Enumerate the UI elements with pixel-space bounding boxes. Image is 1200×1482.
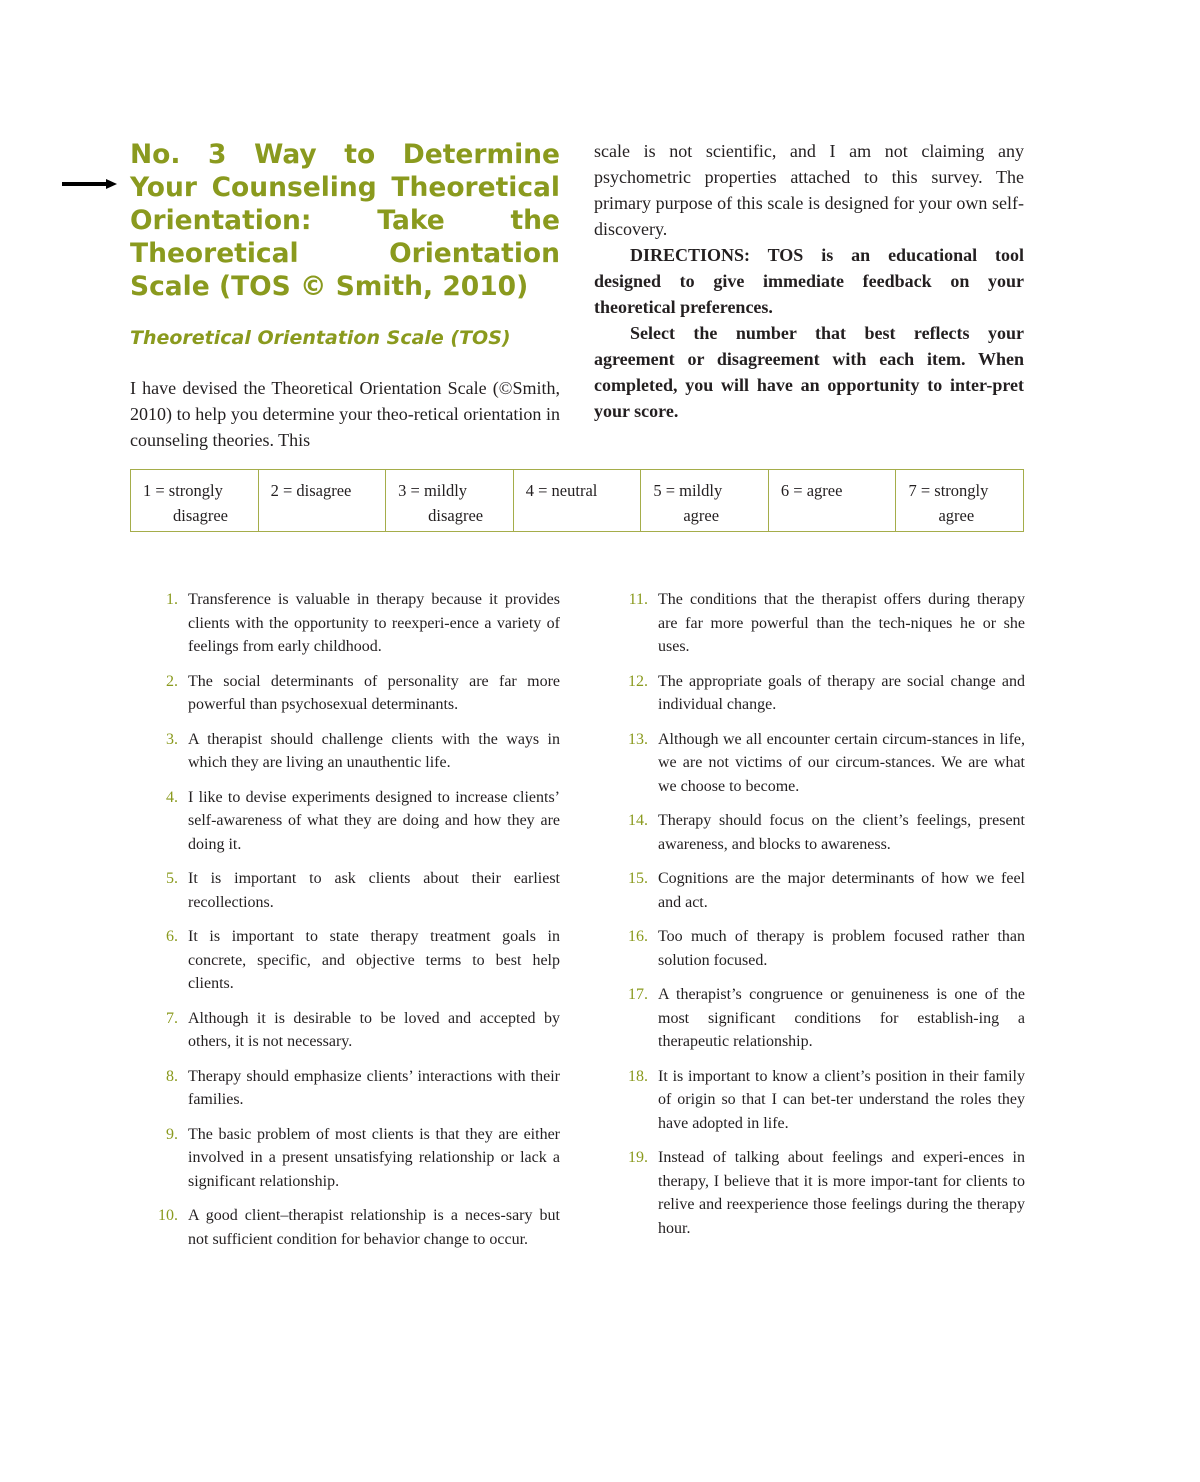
scale-label-line2: disagree (173, 506, 228, 525)
item-number: 13. (628, 730, 648, 748)
item-number: 1. (166, 591, 178, 608)
scale-label-line2: disagree (428, 506, 484, 525)
item-text: It is important to ask clients about their earliest recollections. (188, 870, 560, 911)
item-text: A therapist’s congruence or genuineness is one of the most significant conditions for establish-ing a therapeutic relationship. (658, 986, 1025, 1050)
item-number: 15. (628, 870, 648, 887)
item-number: 4. (166, 788, 178, 806)
item-number: 19. (628, 1149, 648, 1166)
scale-label-line2: agree (938, 506, 975, 525)
item-number: 14. (628, 812, 648, 829)
list-item (620, 588, 1025, 659)
item-text: Therapy should focus on the client’s feelings, present awareness, and blocks to awareness. (658, 812, 1025, 853)
list-item (620, 670, 1025, 717)
list-item (150, 1007, 560, 1054)
item-text: A good client–therapist relationship is a neces-sary but not sufficient condition for behavior change to occur. (188, 1207, 560, 1248)
item-number: 2. (166, 672, 178, 690)
item-number: 6. (166, 928, 178, 945)
list-item (150, 670, 560, 717)
item-number: 5. (166, 870, 178, 887)
intro-paragraph-start: I have devised the Theoretical Orientation Scale (©Smith, 2010) to help you determine your theo-retical orientation in counseling theories. This (130, 378, 560, 450)
scale-cell (768, 470, 896, 531)
list-item (620, 925, 1025, 972)
page-title: No. 3 Way to Determine Your Counseling Theoretical Orientation: Take the Theoretical Orientation Scale (TOS © Smith, 2010) (130, 139, 560, 302)
item-number: 12. (628, 672, 648, 690)
items-list-right (620, 588, 1025, 1251)
list-item (150, 1123, 560, 1194)
list-item (150, 1204, 560, 1251)
list-item (620, 1146, 1025, 1240)
scale-label: 4 = neutral (525, 481, 598, 500)
item-number: 18. (628, 1067, 648, 1085)
item-number: 11. (628, 591, 648, 608)
list-item (150, 925, 560, 996)
pointer-arrow-icon (62, 179, 117, 189)
scale-cell (640, 470, 768, 531)
item-text: It is important to state therapy treatment goals in concrete, specific, and objective terms to best help clients. (188, 928, 560, 992)
item-number: 8. (166, 1067, 178, 1085)
item-text: The conditions that the therapist offers during therapy are far more powerful than the tech-niques he or she uses. (658, 591, 1025, 655)
list-item (620, 983, 1025, 1054)
intro-paragraph-end: scale is not scientific, and I am not claiming any psychometric properties attached to this survey. The primary purpose of this scale is designed for your own self-discovery. (594, 141, 1024, 239)
item-text: Although it is desirable to be loved and accepted by others, it is not necessary. (188, 1009, 560, 1050)
item-text: I like to devise experiments designed to increase clients’ self-awareness of what they are doing and how they are doing it. (188, 788, 560, 853)
item-text: Transference is valuable in therapy because it provides clients with the opportunity to reexperi-ence a variety of feelings from early childhood. (188, 591, 560, 655)
right-column (594, 138, 1024, 424)
item-text: Although we all encounter certain circum-stances in life, we are not victims of our circum-stances. We are what we choose to become. (658, 730, 1025, 795)
scale-label: 1 = strongly (143, 481, 223, 500)
item-number: 16. (628, 928, 648, 945)
scale-label-line2: agree (683, 506, 720, 525)
list-item (150, 786, 560, 857)
list-item (150, 588, 560, 659)
scale-cell (385, 470, 513, 531)
item-number: 10. (158, 1207, 178, 1224)
list-item (620, 1065, 1025, 1136)
item-text: Too much of therapy is problem focused rather than solution focused. (658, 928, 1025, 969)
list-item (620, 809, 1025, 856)
scale-cell (513, 470, 641, 531)
scale-label: 5 = mildly (653, 481, 723, 500)
scale-label: 2 = disagree (270, 481, 352, 500)
item-number: 7. (166, 1009, 178, 1027)
item-number: 3. (166, 730, 178, 748)
item-text: Therapy should emphasize clients’ interactions with their families. (188, 1067, 560, 1108)
item-text: Cognitions are the major determinants of how we feel and act. (658, 870, 1025, 911)
section-subheading: Theoretical Orientation Scale (TOS) (130, 327, 511, 349)
list-item (150, 1065, 560, 1112)
left-column (130, 138, 560, 453)
list-item (620, 728, 1025, 799)
items-list-left (150, 588, 560, 1262)
item-text: The social determinants of personality are far more powerful than psychosexual determinants. (188, 672, 560, 713)
scale-label: 6 = agree (780, 481, 843, 500)
scale-cell (895, 470, 1023, 531)
list-item (150, 867, 560, 914)
list-item (150, 728, 560, 775)
item-number: 9. (166, 1125, 178, 1143)
item-text: It is important to know a client’s position in their family of origin so that I can bet-ter understand the roles they have adopted in life. (658, 1067, 1025, 1132)
scale-label: 3 = mildly (398, 481, 468, 500)
rating-scale-table (130, 469, 1024, 532)
item-text: The basic problem of most clients is that they are either involved in a present unsatisfying relationship or lack a significant relationship. (188, 1125, 560, 1190)
item-text: The appropriate goals of therapy are social change and individual change. (658, 672, 1025, 713)
scale-cell (131, 470, 258, 531)
directions-paragraph: DIRECTIONS: TOS is an educational tool designed to give immediate feedback on your theoretical preferences. (594, 245, 1024, 317)
list-item (620, 867, 1025, 914)
item-number: 17. (628, 986, 648, 1003)
scale-label: 7 = strongly (908, 481, 989, 500)
select-instructions: Select the number that best reflects your agreement or disagreement with each item. When completed, you will have an opportunity to inter-pret your score. (594, 323, 1024, 421)
item-text: A therapist should challenge clients with the ways in which they are living an unauthentic life. (188, 730, 560, 771)
scale-cell (258, 470, 386, 531)
item-text: Instead of talking about feelings and experi-ences in therapy, I believe that it is more impor-tant for clients to relive and reexperience those feelings during the therapy hour. (658, 1149, 1025, 1237)
